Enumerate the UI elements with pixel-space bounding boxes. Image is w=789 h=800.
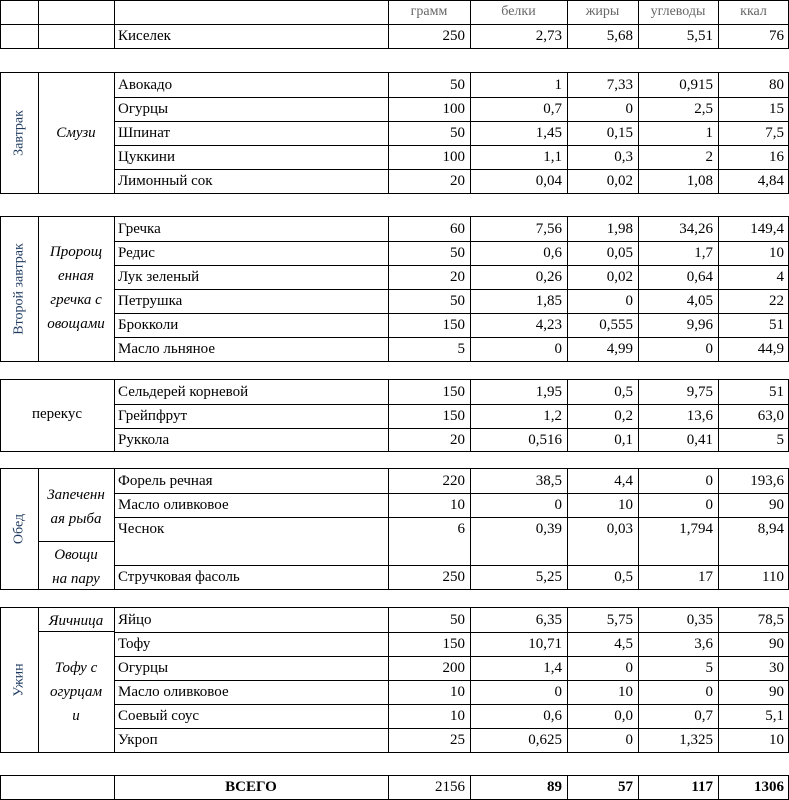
row-name: Сельдерей корневой [118,384,249,400]
column-header-protein: белки [501,4,536,19]
row-value-f: 0,05 [606,245,633,261]
row-value-c: 9,75 [686,384,713,400]
row-name: Грейпфрут [118,408,188,424]
row-value-c: 0 [705,497,713,513]
row-value-f: 0,02 [606,269,633,285]
row-name: Руккола [118,432,170,448]
row-value-g: 150 [442,408,465,424]
row-value-g: 100 [442,101,465,117]
row-value-g: 10 [450,708,465,724]
row-value-p: 0 [554,497,562,513]
row-value-p: 0,39 [535,521,562,537]
row-value-g: 10 [450,684,465,700]
row-value-p: 7,56 [535,221,562,237]
row-value-f: 10 [618,497,633,513]
row-value-k: 4 [776,269,784,285]
row-value-k: 10 [769,732,784,748]
row-value-p: 1 [554,77,562,93]
row-value-g: 250 [442,569,465,585]
row-value-f: 0 [625,101,633,117]
row-value-p: 0,6 [543,708,562,724]
row-value-g: 20 [450,269,465,285]
row-value-f: 0,02 [606,173,633,189]
row-name: Форель речная [118,473,213,489]
row-value-c: 13,6 [686,408,713,424]
subgroup-omelette: Яичница [48,613,104,629]
row-value-f: 5,68 [606,28,633,44]
row-name: Огурцы [118,101,169,117]
meal-label-snack: перекус [31,406,83,422]
row-value-f: 0 [625,732,633,748]
row-value-p: 5,25 [535,569,562,585]
column-header-gram: грамм [410,4,448,19]
row-value-f: 10 [618,684,633,700]
row-value-g: 6 [457,521,465,537]
row-value-k: 22 [769,293,784,309]
row-value-g: 25 [450,732,465,748]
row-name: Лук зеленый [118,269,200,285]
row-value-k: 5 [776,432,784,448]
row-value-g: 60 [450,221,465,237]
row-value-g: 150 [442,636,465,652]
meal-label-second_breakfast: Второй завтрак [11,242,26,335]
row-value-p: 1,1 [543,149,562,165]
row-value-g: 10 [450,497,465,513]
row-value-k: 4,84 [757,173,784,189]
row-value-g: 50 [450,77,465,93]
row-value-g: 200 [442,660,465,676]
total-label: ВСЕГО [225,779,277,795]
row-value-g: 220 [442,473,465,489]
row-value-c: 0,41 [686,432,713,448]
row-value-p: 1,2 [543,408,562,424]
row-value-p: 38,5 [535,473,562,489]
row-value-k: 51 [769,384,784,400]
row-value-k: 90 [769,497,784,513]
row-value-c: 2 [705,149,713,165]
row-value-k: 90 [769,636,784,652]
row-value-c: 5,51 [686,28,713,44]
row-value-f: 1,98 [606,221,633,237]
row-value-k: 7,5 [765,125,784,141]
row-value-g: 5 [457,341,465,357]
row-value-f: 4,4 [614,473,633,489]
row-value-k: 10 [769,245,784,261]
total-value-f: 57 [618,779,633,795]
row-value-f: 7,33 [606,77,633,93]
row-name: Огурцы [118,660,169,676]
row-value-f: 0,5 [614,569,633,585]
column-header-fat: жиры [585,4,620,19]
row-value-p: 0,04 [535,173,562,189]
column-header-carbs: углеводы [650,4,706,19]
row-value-k: 51 [769,317,784,333]
row-value-p: 0,6 [543,245,562,261]
row-value-c: 34,26 [679,221,713,237]
total-value-p: 89 [547,779,562,795]
total-value-k: 1306 [754,779,784,795]
row-value-p: 0 [554,341,562,357]
row-value-p: 10,71 [528,636,562,652]
row-value-g: 150 [442,384,465,400]
row-value-f: 0 [625,293,633,309]
row-name: Масло оливковое [118,684,229,700]
row-name: Тофу [118,636,151,652]
row-value-p: 0,625 [528,732,562,748]
row-value-c: 0 [705,473,713,489]
row-value-g: 20 [450,432,465,448]
row-name: Масло льняное [118,341,216,357]
row-value-f: 4,5 [614,636,633,652]
row-value-c: 0,35 [686,612,713,628]
row-value-c: 3,6 [694,636,713,652]
row-value-f: 0,03 [606,521,633,537]
row-name: Петрушка [118,293,183,309]
row-value-c: 1,325 [679,732,713,748]
row-value-k: 110 [762,569,784,585]
row-value-c: 1,794 [679,521,713,537]
row-name: Гречка [118,221,161,237]
row-value-k: 76 [769,28,784,44]
row-value-p: 6,35 [535,612,562,628]
row-value-k: 193,6 [750,473,784,489]
row-value-c: 0,64 [686,269,713,285]
row-value-c: 5 [705,660,713,676]
meal-label-lunch: Обед [11,513,26,544]
row-value-c: 2,5 [694,101,713,117]
row-value-k: 44,9 [757,341,784,357]
row-value-g: 50 [450,612,465,628]
row-value-f: 0,5 [614,384,633,400]
row-value-p: 0,7 [543,101,562,117]
row-value-k: 5,1 [765,708,784,724]
row-value-g: 50 [450,293,465,309]
row-name: Цуккини [118,149,175,165]
row-value-g: 50 [450,245,465,261]
subgroup-tofu: Тофу с огурцам и [49,660,103,724]
row-value-k: 78,5 [757,612,784,628]
row-value-p: 4,23 [535,317,562,333]
row-value-c: 9,96 [686,317,713,333]
row-value-g: 100 [442,149,465,165]
row-value-c: 1 [705,125,713,141]
subgroup-sprouted-buckwheat: Пророщ енная гречка с овощами [47,244,105,332]
subgroup-smoothie: Смузи [56,125,96,141]
row-name: Яйцо [118,612,152,628]
row-value-c: 1,7 [694,245,713,261]
row-value-k: 63,0 [757,408,784,424]
row-value-p: 0 [554,684,562,700]
row-value-p: 1,45 [535,125,562,141]
row-value-c: 1,08 [686,173,713,189]
row-value-p: 1,4 [543,660,562,676]
row-value-f: 0 [625,660,633,676]
row-name: Авокадо [118,77,173,93]
row-name: Масло оливковое [118,497,229,513]
row-value-f: 0,555 [599,317,633,333]
subgroup-baked-fish: Запеченн ая рыба [47,487,105,527]
row-value-c: 0,7 [694,708,713,724]
row-name: Лимонный сок [118,173,213,189]
row-name: Стручковая фасоль [118,569,240,585]
row-value-p: 0,516 [528,432,562,448]
column-header-kcal: ккал [740,4,767,19]
row-value-g: 50 [450,125,465,141]
row-value-f: 4,99 [606,341,633,357]
total-value-c: 117 [691,779,713,795]
total-value-g: 2156 [435,779,465,795]
row-value-k: 30 [769,660,784,676]
row-value-c: 4,05 [686,293,713,309]
subgroup-steamed-vegetables: Овощи на пару [52,547,100,587]
row-value-f: 0,1 [614,432,633,448]
row-value-c: 0 [705,684,713,700]
row-name: Шпинат [118,125,171,141]
row-name: Брокколи [118,317,179,333]
row-value-p: 2,73 [535,28,562,44]
row-name: Редис [118,245,155,261]
row-value-k: 8,94 [757,521,784,537]
row-value-p: 1,95 [535,384,562,400]
row-value-p: 1,85 [535,293,562,309]
row-value-g: 150 [442,317,465,333]
row-value-f: 5,75 [606,612,633,628]
row-value-k: 16 [769,149,784,165]
row-name: Чеснок [118,521,165,537]
row-value-k: 149,4 [750,221,784,237]
row-value-f: 0,15 [606,125,633,141]
row-value-c: 17 [698,569,713,585]
row-name: Укроп [118,732,158,748]
row-value-k: 80 [769,77,784,93]
row-value-f: 0,3 [614,149,633,165]
row-value-f: 0,2 [614,408,633,424]
row-value-k: 15 [769,101,784,117]
row-value-f: 0,0 [614,708,633,724]
row-value-g: 20 [450,173,465,189]
row-value-k: 90 [769,684,784,700]
meal-label-dinner: Ужин [11,662,26,697]
row-name: Соевый соус [118,708,200,724]
row-name: Киселек [118,28,171,44]
row-value-c: 0,915 [679,77,713,93]
row-value-p: 0,26 [535,269,562,285]
row-value-c: 0 [705,341,713,357]
row-value-g: 250 [442,28,465,44]
meal-label-breakfast: Завтрак [11,109,26,156]
